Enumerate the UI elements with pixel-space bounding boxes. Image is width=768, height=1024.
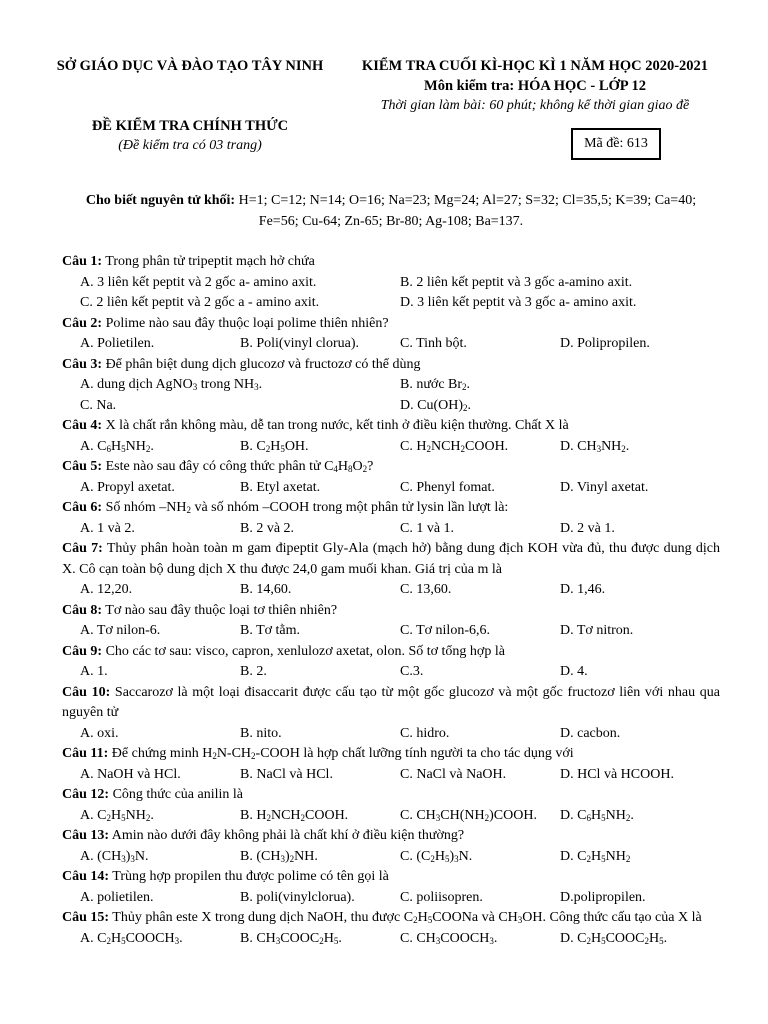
question-text: Thủy phân hoàn toàn m gam đipeptit Gly-Ala (mạch hở) bằng dung địch KOH vừa đủ, thu được dung dịch X. Cô cạn toàn bộ dung dịch X thu được 24,0 gam muối khan. Giá trị của m là	[62, 541, 720, 577]
exam-title: KIỂM TRA CUỐI KÌ-HỌC KÌ 1 NĂM HỌC 2020-2021	[361, 58, 709, 74]
question-text: Amin nào dưới đây không phải là chất khí ở điều kiện thường?	[109, 828, 465, 843]
answer-option-a: A. 3 liên kết peptit và 2 gốc a- amino axit.	[80, 274, 317, 290]
question-2	[62, 314, 720, 355]
official-block	[40, 116, 340, 156]
question-stem	[62, 416, 720, 437]
answer-option-c: C. 1 và 1.	[400, 520, 455, 536]
question-number: Câu 15:	[62, 910, 110, 925]
answer-option-c: C. poliisopren.	[400, 889, 483, 905]
answer-option-c: C. Tinh bột.	[400, 336, 467, 351]
answer-option-b: B. NaCl và HCl.	[240, 766, 333, 782]
answer-option-b: B. $H_2NCH_2COOH$.	[240, 807, 349, 823]
question-13	[62, 826, 720, 867]
question-number: Câu 8:	[62, 602, 103, 618]
question-stem	[62, 355, 720, 376]
answer-option-b: B. poli(vinylclorua).	[240, 889, 355, 905]
exam-code-box	[571, 128, 661, 160]
answer-option-d: D. $C_2H_5NH_2$	[560, 848, 631, 864]
answer-options	[62, 273, 720, 314]
answer-options	[62, 662, 720, 683]
answer-option-c: C. 2 liên kết peptit và 2 gốc a - amino axit.	[80, 295, 320, 310]
question-6	[62, 498, 720, 539]
answer-option-c: C. Phenyl fomat.	[400, 479, 495, 495]
question-stem	[62, 252, 720, 273]
question-text: Số nhóm $-NH_2$ và số nhóm –COOH trong một phân tử lysin lần lượt là:	[102, 500, 509, 515]
question-number: Câu 5:	[62, 459, 103, 474]
answer-option-b: B. nito.	[240, 725, 282, 741]
question-9	[62, 642, 720, 683]
duration-line: Thời gian làm bài: 60 phút; không kể thời gian giao đề	[380, 98, 690, 113]
question-text: Polime nào sau đây thuộc loại polime thiên nhiên?	[102, 315, 389, 331]
answer-option-d: D. Polipropilen.	[560, 336, 650, 351]
question-10	[62, 683, 720, 745]
answer-option-d: D. Tơ nitron.	[560, 623, 634, 638]
answer-option-a: A. Tơ nilon-6.	[80, 623, 161, 638]
answer-option-c: C. $(C_2H_5)_3N$.	[400, 848, 473, 864]
answer-options	[62, 478, 720, 499]
answer-option-b: B. Tơ tằm.	[240, 623, 301, 638]
question-text: Cho các tơ sau: visco, capron, xenlulozơ axetat, olon. Số tơ tổng hợp là	[102, 643, 505, 659]
question-stem	[62, 498, 720, 519]
answer-option-a: A. Propyl axetat.	[80, 479, 175, 495]
question-4	[62, 416, 720, 457]
question-text: Trong phân tử tripeptit mạch hở chứa	[102, 254, 315, 269]
answer-option-c: C. $CH_3COOCH_3$.	[400, 930, 498, 946]
question-stem	[62, 826, 720, 847]
answer-options	[62, 888, 720, 909]
question-stem	[62, 314, 720, 335]
question-number: Câu 2:	[62, 315, 103, 331]
question-stem	[62, 785, 720, 806]
answer-option-b: B. Poli(vinyl clorua).	[240, 336, 359, 351]
answer-option-d: D. 2 và 1.	[560, 520, 615, 536]
answer-option-a: A. Polietilen.	[80, 336, 155, 351]
question-text: Thủy phân este X trong dung dịch NaOH, thu được $C_2H_5COONa$ và $CH_3OH$. Công thức cấu tạo của X là	[109, 910, 702, 925]
question-text: Este nào sau đây có công thức phân tử $C_4H_8O_2$?	[102, 459, 374, 474]
question-stem	[62, 908, 720, 929]
answer-options	[62, 765, 720, 786]
answer-options	[62, 375, 720, 416]
answer-option-c: C.3.	[400, 664, 424, 679]
question-12	[62, 785, 720, 826]
answer-option-a: A. 1 và 2.	[80, 520, 135, 536]
question-1	[62, 252, 720, 314]
answer-option-d: D. cacbon.	[560, 725, 621, 741]
answer-option-a: A. NaOH và HCl.	[80, 766, 181, 782]
question-number: Câu 1:	[62, 254, 103, 269]
answer-options	[62, 806, 720, 827]
question-stem	[62, 601, 720, 622]
pages-note: (Đề kiểm tra có 03 trang)	[118, 138, 262, 153]
answer-option-b: B. 2 liên kết peptit và 3 gốc a-amino axit.	[400, 274, 633, 290]
answer-option-b: B. nước $Br_2$.	[400, 377, 471, 392]
answer-option-d: D. 3 liên kết peptit và 3 gốc a- amino axit.	[400, 295, 637, 310]
question-text: Saccarozơ là một loại đisaccarit được cấu tạo từ một gốc glucozơ và một gốc fructozơ liên với nhau qua nguyên tử	[62, 684, 720, 720]
question-number: Câu 10:	[62, 684, 111, 700]
answer-option-d: D. $C_6H_5NH_2$.	[560, 807, 634, 823]
atomic-mass-note	[58, 190, 724, 232]
question-stem	[62, 867, 720, 888]
atomic-mass-values-1: H=1; C=12; N=14; O=16; Na=23; Mg=24; Al=27; S=32; Cl=35,5; K=39; Ca=40;	[235, 193, 697, 208]
question-number: Câu 14:	[62, 869, 110, 884]
answer-option-b: B. $(CH_3)_2NH$.	[240, 848, 318, 864]
question-text: Để phân biệt dung dịch glucozơ và fructozơ có thể dùng	[102, 356, 421, 372]
question-stem	[62, 642, 720, 663]
question-text: X là chất rắn không màu, dễ tan trong nước, kết tinh ở điều kiện thường. Chất X là	[102, 418, 569, 433]
answer-options	[62, 437, 720, 458]
atomic-mass-values-2: Fe=56; Cu-64; Zn-65; Br-80; Ag-108; Ba=137.	[258, 214, 524, 229]
answer-option-b: B. $CH_3COOC_2H_5$.	[240, 930, 342, 946]
question-number: Câu 13:	[62, 828, 110, 843]
question-text: Trùng hợp propilen thu được polime có tên gọi là	[109, 869, 389, 884]
atomic-mass-line-1	[58, 190, 724, 211]
atomic-mass-label: Cho biết nguyên tử khối:	[85, 193, 236, 208]
answer-option-c: C. $H_2NCH_2COOH$.	[400, 438, 509, 454]
answer-option-b: B. 2 và 2.	[240, 520, 295, 536]
answer-options	[62, 929, 720, 950]
answer-option-a: A. $C_2H_5COOCH_3$.	[80, 930, 183, 946]
question-text: Công thức của anilin là	[109, 787, 244, 802]
question-11	[62, 744, 720, 785]
department-name: SỞ GIÁO DỤC VÀ ĐÀO TẠO TÂY NINH	[56, 58, 324, 74]
answer-options	[62, 580, 720, 601]
answer-option-c: C. $CH_3CH(NH_2)COOH$.	[400, 807, 537, 823]
question-3	[62, 355, 720, 417]
answer-options	[62, 724, 720, 745]
answer-option-a: A. $C_6H_5NH_2$.	[80, 438, 154, 454]
answer-option-b: B. $C_2H_5OH$.	[240, 438, 309, 454]
answer-option-a: A. oxi.	[80, 725, 119, 741]
question-stem	[62, 539, 720, 580]
answer-option-d: D. 4.	[560, 664, 588, 679]
question-number: Câu 11:	[62, 746, 109, 761]
answer-option-b: B. Etyl axetat.	[240, 479, 321, 495]
answer-option-d: D. Vinyl axetat.	[560, 479, 649, 495]
answer-option-d: D. $C_2H_5COOC_2H_5$.	[560, 930, 668, 946]
exam-code: Mã đề: 613	[584, 136, 648, 151]
question-number: Câu 6:	[62, 500, 103, 515]
answer-options	[62, 519, 720, 540]
question-text: Tơ nào sau đây thuộc loại tơ thiên nhiên?	[102, 602, 338, 618]
answer-option-c: C. hidro.	[400, 725, 450, 741]
question-number: Câu 12:	[62, 787, 110, 802]
answer-option-d: D. $CH_3NH_2$.	[560, 438, 630, 454]
question-15	[62, 908, 720, 949]
answer-option-d: D. HCl và HCOOH.	[560, 766, 674, 782]
header-right	[350, 56, 720, 116]
answer-options	[62, 847, 720, 868]
official-label: ĐỀ KIỂM TRA CHÍNH THỨC	[91, 118, 289, 134]
question-14	[62, 867, 720, 908]
answer-option-d: D. $Cu(OH)_2$.	[400, 397, 471, 413]
answer-option-c: C. Na.	[80, 397, 117, 413]
question-stem	[62, 744, 720, 765]
answer-option-a: A. $(CH_3)_3N$.	[80, 848, 149, 864]
question-8	[62, 601, 720, 642]
answer-options	[62, 334, 720, 355]
answer-option-a: A. polietilen.	[80, 889, 154, 905]
answer-option-b: B. 14,60.	[240, 582, 292, 597]
answer-option-a: A. $C_2H_5NH_2$.	[80, 807, 154, 823]
subject-line: Môn kiểm tra: HÓA HỌC - LỚP 12	[424, 78, 646, 94]
question-text: Để chứng minh $H_2N-CH_2$-COOH là hợp chất lưỡng tính người ta cho tác dụng với	[108, 746, 574, 761]
question-number: Câu 7:	[62, 541, 103, 556]
answer-option-b: B. 2.	[240, 664, 267, 679]
question-7	[62, 539, 720, 601]
answer-option-c: C. NaCl và NaOH.	[400, 766, 507, 782]
answer-options	[62, 621, 720, 642]
answer-option-d: D. 1,46.	[560, 582, 606, 597]
question-stem	[62, 683, 720, 724]
answer-option-a: A. 1.	[80, 664, 108, 679]
header-left	[40, 56, 340, 76]
answer-option-a: A. 12,20.	[80, 582, 133, 597]
question-number: Câu 9:	[62, 643, 103, 659]
question-5	[62, 457, 720, 498]
question-number: Câu 4:	[62, 418, 103, 433]
answer-option-c: C. 13,60.	[400, 582, 452, 597]
answer-option-a: A. dung dịch AgNO$_3$ trong $NH_3$.	[80, 377, 263, 392]
question-number: Câu 3:	[62, 356, 103, 372]
question-stem	[62, 457, 720, 478]
answer-option-c: C. Tơ nilon-6,6.	[400, 623, 490, 638]
question-list	[62, 252, 720, 949]
answer-option-d: D.polipropilen.	[560, 889, 646, 905]
